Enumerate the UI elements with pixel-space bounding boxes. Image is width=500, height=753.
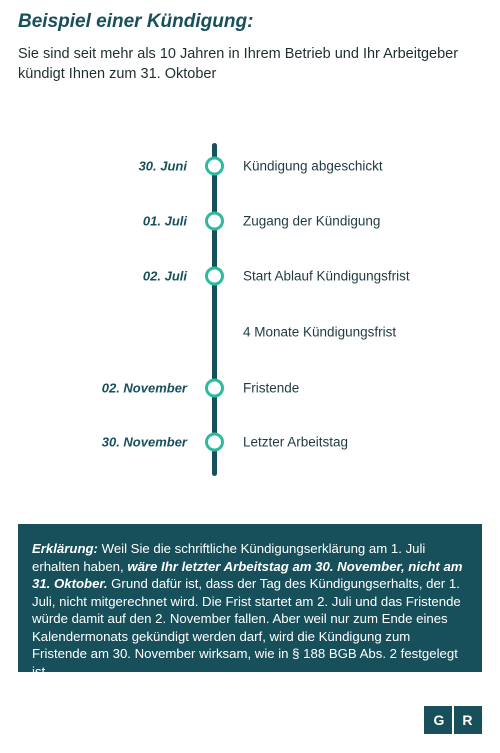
timeline-period-label: 4 Monate Kündigungsfrist (243, 324, 397, 340)
logo-divider (452, 706, 454, 734)
timeline-marker-icon (205, 267, 224, 286)
explanation-text: Grund dafür ist, dass der Tag des Kündigungserhalts, der 1. Juli, nicht mitgerechnet wird. Die Frist startet am 2. Juli und das Fristende würde damit auf den 2. November fallen. Aber weil nur zum Ende eines Kalendermonats gekündigt werden darf, wird die Kündigung zum Fristende am 30. November wirksam, wie in § 188 BGB Abs. 2 festgelegt ist. (32, 576, 461, 679)
timeline-label: Start Ablauf Kündigungsfrist (243, 268, 410, 284)
explanation-box (18, 524, 482, 679)
logo-letter: G (433, 712, 445, 728)
timeline-label: Fristende (243, 380, 300, 396)
explanation-text: Weil Sie die schriftliche Kündigungserklärung am 1. Juli erhalten haben, (32, 541, 426, 574)
timeline-date: 01. Juli (142, 213, 187, 229)
timeline-date: 30. Juni (138, 158, 187, 174)
timeline-label: Letzter Arbeitstag (243, 434, 349, 450)
timeline-marker-icon (205, 379, 224, 398)
timeline-marker-icon (205, 157, 224, 176)
explanation-lead: Erklärung: (32, 541, 98, 556)
timeline-label: Kündigung abgeschickt (243, 158, 383, 174)
timeline-marker-icon (205, 433, 224, 452)
logo-letter: R (462, 712, 473, 728)
timeline-date: 02. Juli (142, 268, 187, 284)
explanation-emphasis: wäre Ihr letzter Arbeitstag am 30. November, nicht am 31. Oktober. (32, 558, 463, 591)
page-subtitle: Sie sind seit mehr als 10 Jahren in Ihrem Betrieb und Ihr Arbeitgeber kündigt Ihnen zum 31. Oktober (18, 46, 459, 82)
timeline-date: 30. November (101, 434, 187, 450)
timeline-date: 02. November (101, 380, 187, 396)
timeline-label: Zugang der Kündigung (243, 213, 381, 229)
logo (424, 706, 482, 734)
page-title: Beispiel einer Kündigung: (18, 11, 254, 32)
timeline-marker-icon (205, 212, 224, 231)
timeline-line (212, 143, 217, 476)
